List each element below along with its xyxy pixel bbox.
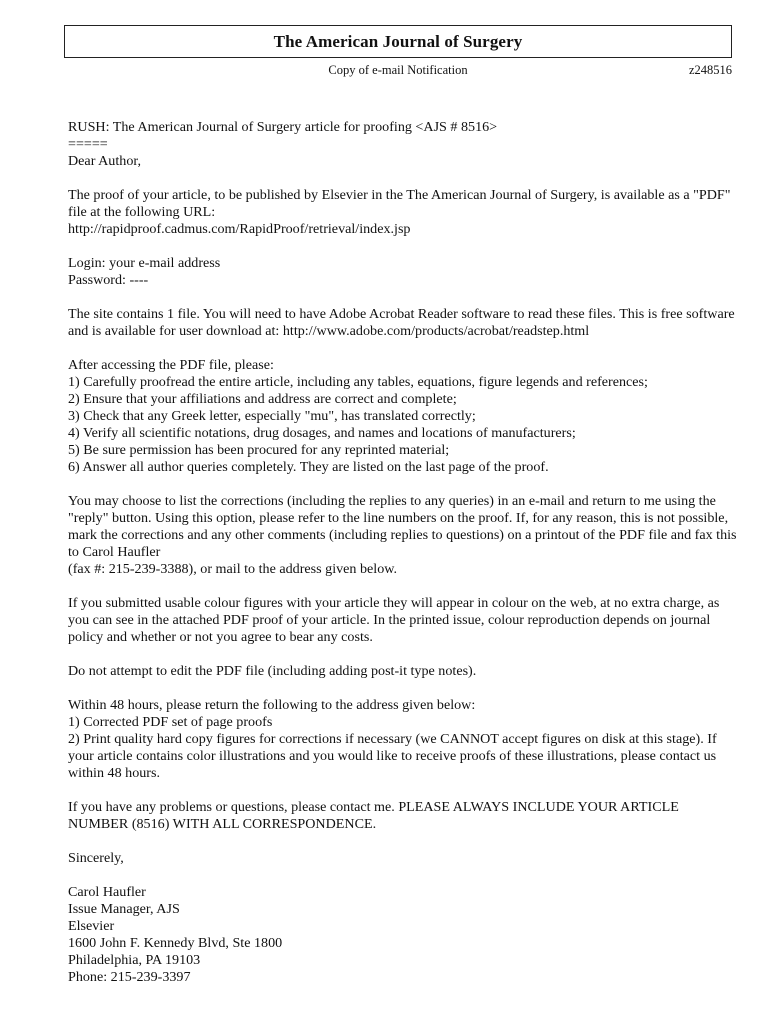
paragraph-contact: If you have any problems or questions, please contact me. PLEASE ALWAYS INCLUDE YOUR ARTICLE NUMBER (8516) WITH ALL CORRESPONDENCE. [68, 799, 679, 832]
paragraph-checklist: After accessing the PDF file, please: 1) Carefully proofread the entire article, including any tables, equations, figure legends and references; 2) Ensure that your affiliations and address are correct and complete; 3) Check that any Greek letter, especially "mu", has translated correctly; 4) Verify all scientific notations, drug dosages, and names and locations of manufacturers; 5) Be sure permission has been procured for any reprinted material; 6) Answer all author queries completely. They are listed on the last page of the proof. [68, 357, 648, 475]
paragraph-login: Login: your e-mail address Password: ---- [68, 255, 221, 288]
subject-separator: ===== [68, 136, 108, 152]
email-body [68, 119, 738, 986]
closing: Sincerely, [68, 850, 124, 866]
email-subject: RUSH: The American Journal of Surgery article for proofing <AJS # 8516> [68, 119, 498, 135]
signature-block: Carol Haufler Issue Manager, AJS Elsevier 1600 John F. Kennedy Blvd, Ste 1800 Philadelphia, PA 19103 Phone: 215-239-3397 [68, 884, 283, 985]
paragraph-proof-url: The proof of your article, to be published by Elsevier in the The American Journal of Surgery, is available as a "PDF" file at the following URL: http://rapidproof.cadmus.com/RapidProof/retrieval/index.jsp [68, 187, 731, 237]
paragraph-return-items: Within 48 hours, please return the following to the address given below: 1) Corrected PDF set of page proofs 2) Print quality hard copy figures for corrections if necessary (we CANNOT accept figures on disk at this stage). If your article contains color illustrations and you would like to receive proofs of these illustrations, please contact us within 48 hours. [68, 697, 717, 781]
journal-title: The American Journal of Surgery [273, 31, 523, 51]
paragraph-acrobat: The site contains 1 file. You will need to have Adobe Acrobat Reader software to read these files. This is free software and is available for user download at: http://www.adobe.com/products/acrobat/readstep.html [68, 306, 735, 339]
paragraph-colour-figures: If you submitted usable colour figures with your article they will appear in colour on the web, at no extra charge, as you can see in the attached PDF proof of your article. In the printed issue, colour reproduction depends on journal policy and whether or not you agree to bear any costs. [68, 595, 720, 645]
notification-label: Copy of e-mail Notification [328, 63, 468, 77]
reference-id: z248516 [688, 63, 732, 77]
paragraph-do-not-edit: Do not attempt to edit the PDF file (including adding post-it type notes). [68, 663, 477, 679]
salutation: Dear Author, [68, 153, 142, 169]
journal-title-box [64, 25, 732, 58]
paragraph-corrections: You may choose to list the corrections (including the replies to any queries) in an e-mail and return to me using the "reply" button. Using this option, please refer to the line numbers on the proof. If, for any reason, this is not possible, mark the corrections and any other comments (including replies to questions) on a printout of the PDF file and fax this to Carol Haufler (fax #: 215-239-3388), or mail to the address given below. [68, 493, 737, 577]
